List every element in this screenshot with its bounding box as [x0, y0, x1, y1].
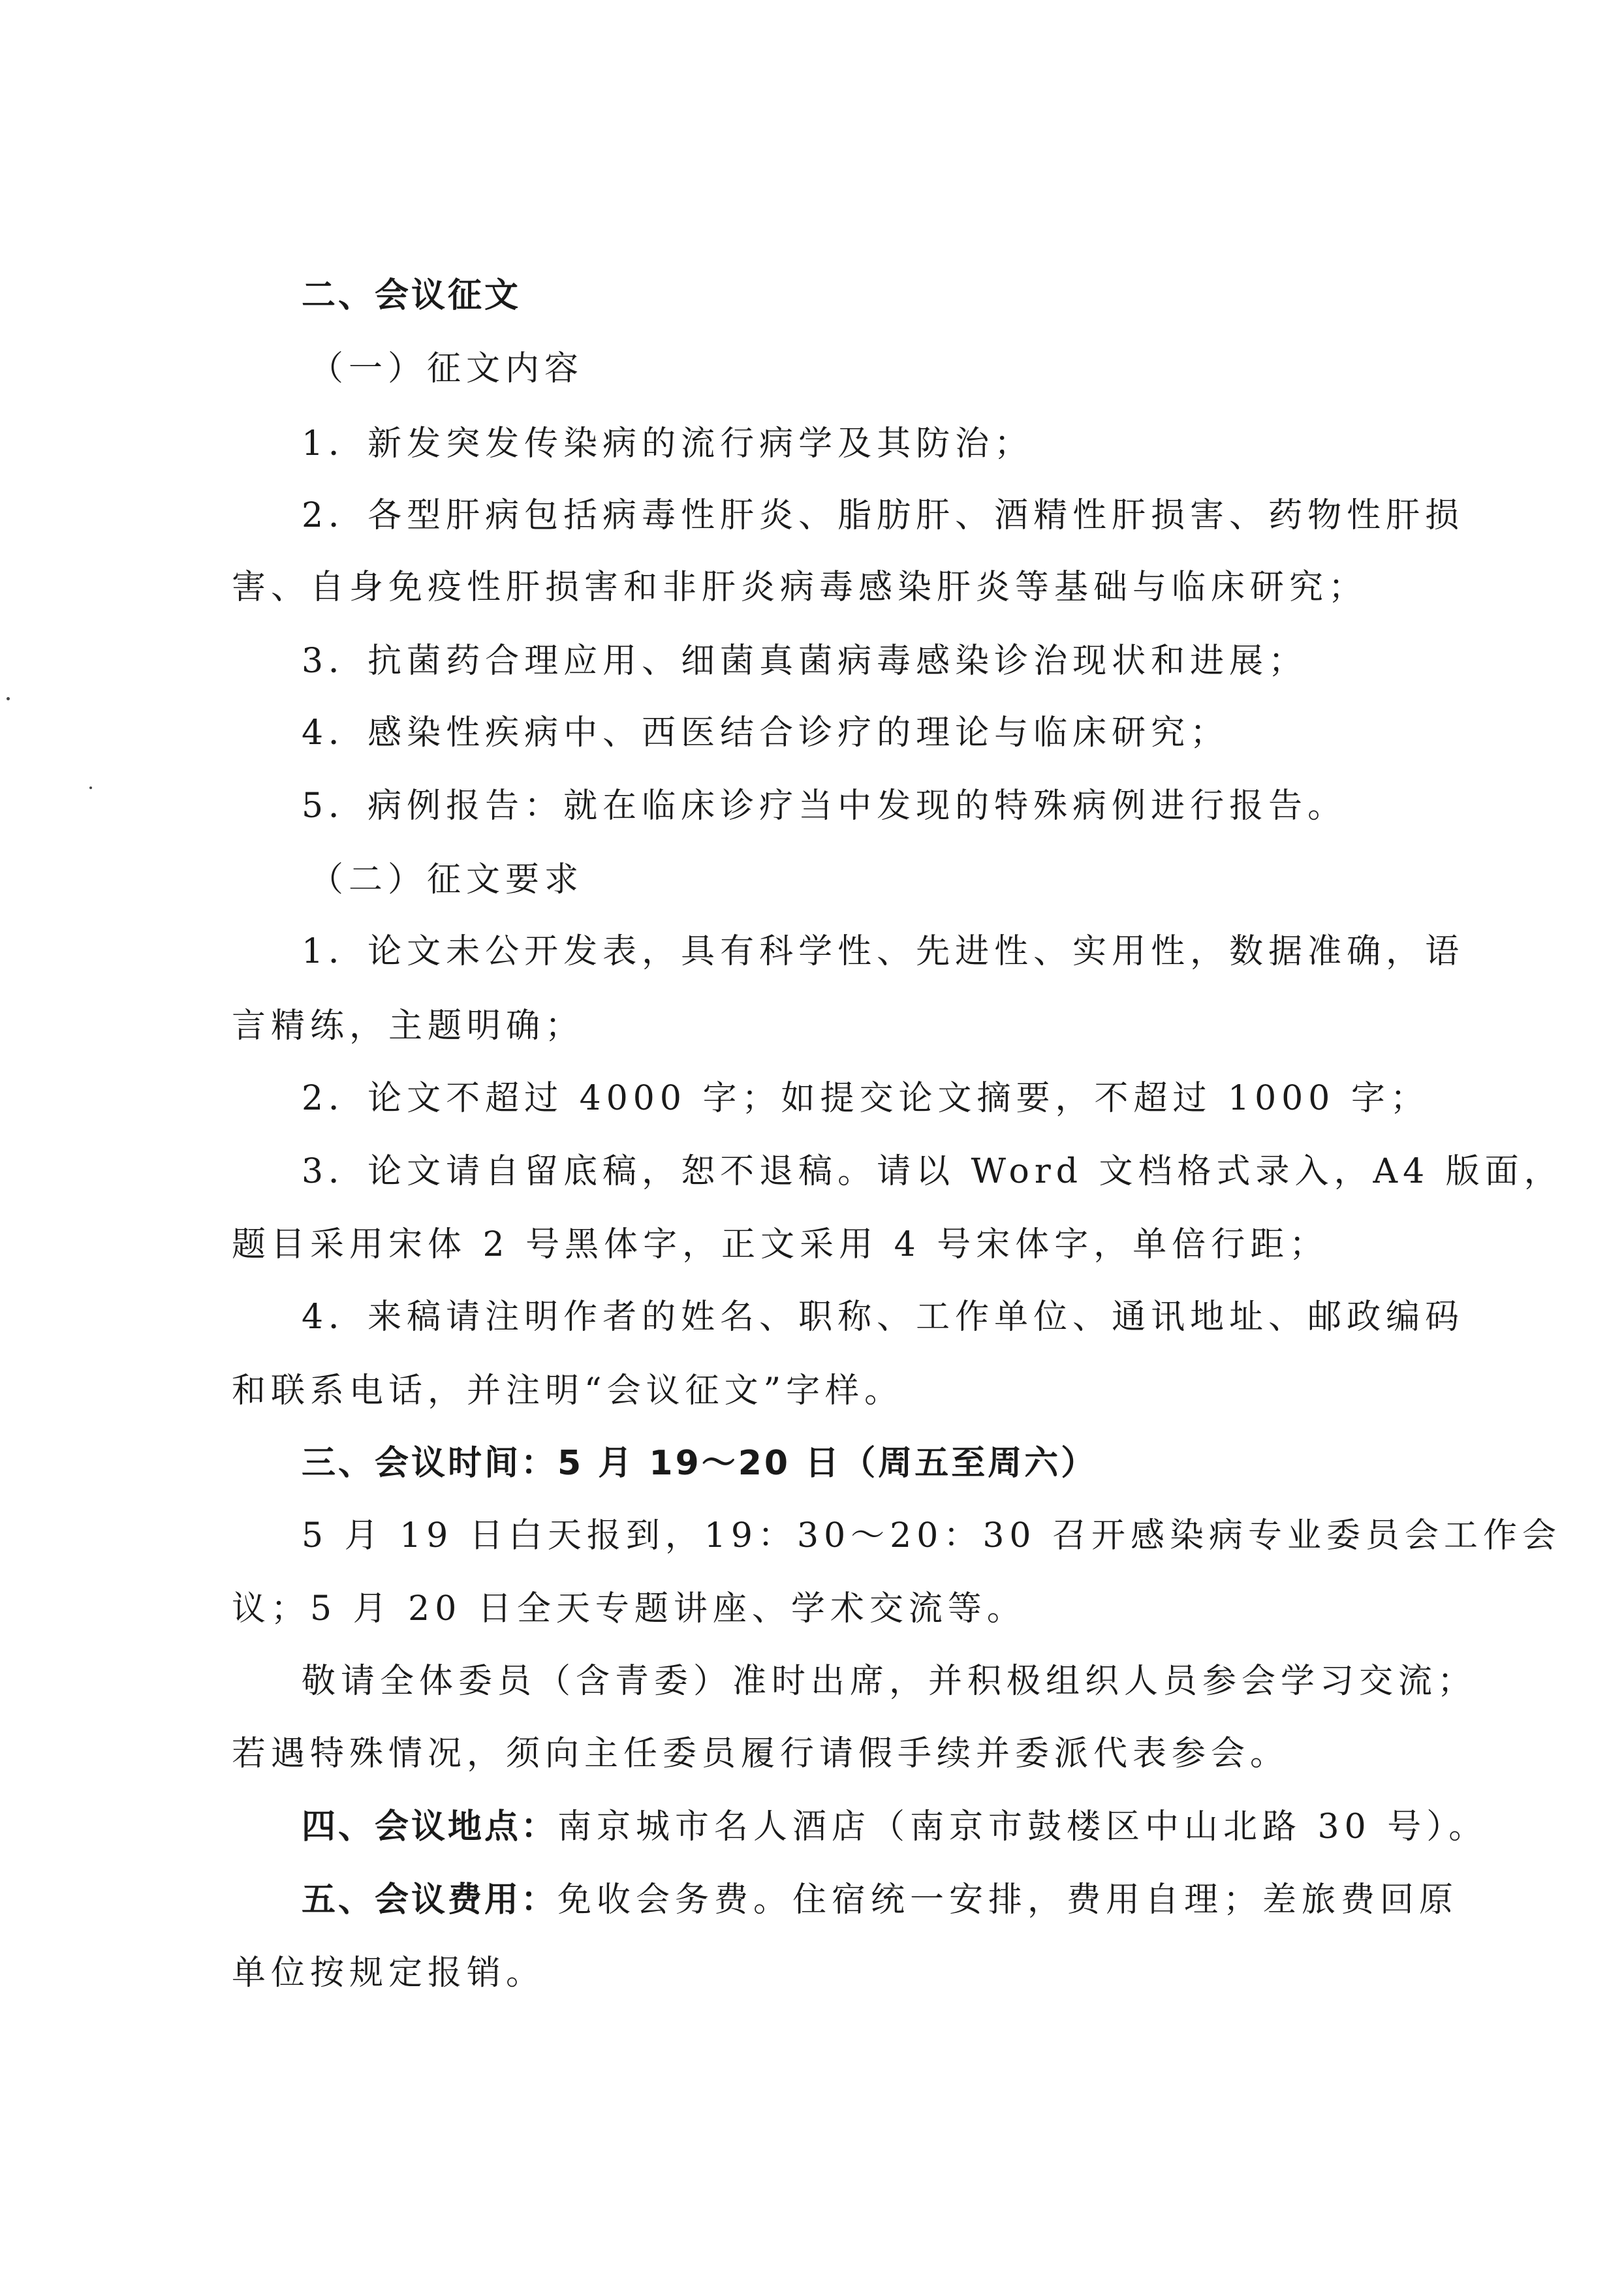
paragraph: 敬请全体委员（含青委）准时出席，并积极组织人员参会学习交流；	[302, 1662, 1477, 1701]
paragraph-continued: 若遇特殊情况，须向主任委员履行请假手续并委派代表参会。	[232, 1734, 1290, 1773]
scan-speck	[7, 697, 10, 700]
section-venue	[302, 1804, 1488, 1850]
list-item-continued: 题目采用宋体 2 号黑体字，正文采用 4 号宋体字，单倍行距；	[232, 1225, 1329, 1264]
list-item: 4．感染性疾病中、西医结合诊疗的理论与临床研究；	[302, 713, 1230, 753]
list-item: 3．抗菌药合理应用、细菌真菌病毒感染诊治现状和进展；	[302, 642, 1308, 681]
fees-text: 免收会务费。住宿统一安排，费用自理；差旅费回原	[557, 1880, 1459, 1920]
list-item: 1．新发突发传染病的流行病学及其防治；	[302, 424, 1034, 463]
list-item: 3．论文请自留底稿，恕不退稿。请以 Word 文档格式录入，A4 版面，	[302, 1152, 1563, 1191]
subsection-title-requirements: （二）征文要求	[309, 860, 584, 899]
paragraph: 5 月 19 日白天报到，19：30～20：30 召开感染病专业委员会工作会	[302, 1516, 1562, 1555]
list-item: 2．论文不超过 4000 字；如提交论文摘要，不超过 1000 字；	[302, 1079, 1429, 1118]
venue-text: 南京城市名人酒店（南京市鼓楼区中山北路 30 号）。	[557, 1807, 1488, 1846]
list-item: 1．论文未公开发表，具有科学性、先进性、实用性，数据准确，语	[302, 932, 1465, 971]
list-item-continued: 害、自身免疫性肝损害和非肝炎病毒感染肝炎等基础与临床研究；	[232, 568, 1368, 607]
section-fees	[302, 1877, 1458, 1923]
list-item: 4．来稿请注明作者的姓名、职称、工作单位、通讯地址、邮政编码	[302, 1298, 1465, 1337]
section-heading-venue: 四、会议地点：	[302, 1807, 558, 1846]
scan-speck	[89, 786, 92, 789]
paragraph-continued: 单位按规定报销。	[232, 1954, 546, 1993]
paragraph-continued: 议；5 月 20 日全天专题讲座、学术交流等。	[232, 1589, 1026, 1628]
list-item: 2．各型肝病包括病毒性肝炎、脂肪肝、酒精性肝损害、药物性肝损	[302, 496, 1465, 535]
list-item-continued: 言精练，主题明确；	[232, 1006, 585, 1046]
subsection-title-content: （一）征文内容	[309, 349, 584, 388]
section-heading-fees: 五、会议费用：	[302, 1880, 558, 1920]
list-item-continued: 和联系电话，并注明“会议征文”字样。	[232, 1371, 904, 1410]
section-heading-essay: 二、会议征文	[302, 276, 522, 315]
list-item: 5．病例报告：就在临床诊疗当中发现的特殊病例进行报告。	[302, 786, 1347, 826]
section-heading-time: 三、会议时间：5 月 19～20 日（周五至周六）	[302, 1444, 1098, 1483]
